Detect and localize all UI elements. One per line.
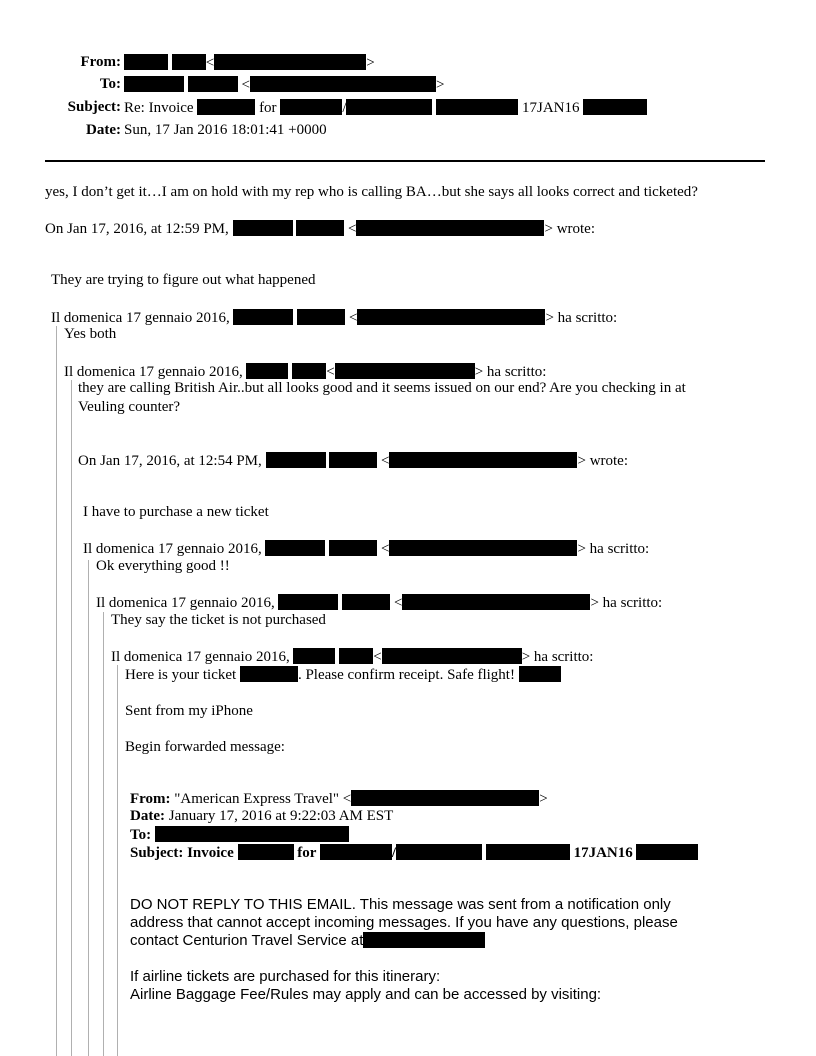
fwd-date: Date: January 17, 2016 at 9:22:03 AM EST [130, 808, 394, 824]
from-value: < > [124, 54, 375, 72]
quote-bar [88, 560, 89, 1056]
redaction [233, 309, 293, 325]
quote-attribution: Il domenica 17 gennaio 2016, < > ha scritto: [83, 541, 650, 557]
date-label: Date: [86, 122, 121, 138]
redaction [329, 452, 377, 468]
redaction [240, 666, 298, 682]
message-text: Ok everything good !! [96, 558, 230, 574]
redaction [389, 452, 577, 468]
redaction [583, 99, 647, 115]
subject-label: Subject: [67, 99, 121, 115]
redaction [214, 54, 366, 70]
header-divider [45, 160, 765, 162]
subject-value: Re: Invoice for / 17JAN16 [124, 99, 647, 117]
redaction [124, 54, 168, 70]
fwd-body-text: contact Centurion Travel Service at [130, 932, 485, 949]
message-text: They say the ticket is not purchased [111, 612, 326, 628]
redaction [382, 648, 522, 664]
fwd-body-text: Airline Baggage Fee/Rules may apply and can be accessed by visiting: [130, 986, 602, 1003]
message-text: Sent from my iPhone [125, 703, 253, 719]
redaction [519, 666, 561, 682]
fwd-from: From: "American Express Travel" < > [130, 791, 548, 807]
redaction [265, 540, 325, 556]
redaction [342, 594, 390, 610]
quote-bar [117, 665, 118, 1056]
redaction [486, 844, 570, 860]
date-value: Sun, 17 Jan 2016 18:01:41 +0000 [124, 122, 327, 138]
redaction [396, 844, 482, 860]
redaction [293, 648, 335, 664]
message-text: yes, I don’t get it…I am on hold with my rep who is calling BA…but she says all looks correct and ticketed? [45, 184, 698, 200]
redaction [356, 220, 544, 236]
redaction [351, 790, 539, 806]
message-text: I have to purchase a new ticket [83, 504, 269, 520]
redaction [320, 844, 392, 860]
message-text: Veuling counter? [78, 399, 181, 415]
redaction [436, 99, 518, 115]
quote-attribution: Il domenica 17 gennaio 2016, < > ha scritto: [111, 649, 594, 665]
redaction [250, 76, 436, 92]
redaction [155, 826, 349, 842]
redaction [357, 309, 545, 325]
message-text: Here is your ticket . Please confirm receipt. Safe flight! [125, 666, 561, 684]
to-label: To: [99, 76, 121, 92]
redaction [238, 844, 294, 860]
redaction [297, 309, 345, 325]
redaction [280, 99, 342, 115]
quote-bar [103, 612, 104, 1056]
fwd-body-text: If airline tickets are purchased for this itinerary: [130, 968, 441, 985]
redaction [329, 540, 377, 556]
message-text: Yes both [64, 326, 117, 342]
quote-attribution: Il domenica 17 gennaio 2016, < > ha scritto: [51, 310, 618, 326]
redaction [172, 54, 206, 70]
redaction [389, 540, 577, 556]
redaction [296, 220, 344, 236]
redaction [346, 99, 432, 115]
quote-attribution: Il domenica 17 gennaio 2016, < > ha scritto: [64, 364, 547, 380]
redaction [197, 99, 255, 115]
redaction [636, 844, 698, 860]
fwd-to: To: [130, 826, 349, 844]
redaction [124, 76, 184, 92]
quote-bar [71, 380, 72, 1056]
redaction [339, 648, 373, 664]
redaction [266, 452, 326, 468]
redaction [363, 932, 485, 948]
redaction [402, 594, 590, 610]
redaction [246, 363, 288, 379]
redaction [188, 76, 238, 92]
fwd-subject: Subject: Invoice for / 17JAN16 [130, 844, 698, 862]
message-text: They are trying to figure out what happened [51, 272, 316, 288]
quote-attribution: Il domenica 17 gennaio 2016, < > ha scritto: [96, 595, 663, 611]
from-label: From: [80, 54, 121, 70]
redaction [278, 594, 338, 610]
quote-bar [56, 326, 57, 1056]
message-text: Begin forwarded message: [125, 739, 285, 755]
fwd-body-text: DO NOT REPLY TO THIS EMAIL. This message was sent from a notification only [130, 896, 671, 913]
message-text: they are calling British Air..but all looks good and it seems issued on our end? Are you checking in at [78, 380, 686, 396]
redaction [335, 363, 475, 379]
quote-attribution: On Jan 17, 2016, at 12:54 PM, < > wrote: [78, 453, 629, 469]
redaction [292, 363, 326, 379]
redaction [233, 220, 293, 236]
fwd-body-text: address that cannot accept incoming messages. If you have any questions, please [130, 914, 678, 931]
to-value: < > [124, 76, 444, 94]
quote-attribution: On Jan 17, 2016, at 12:59 PM, < > wrote: [45, 221, 596, 237]
